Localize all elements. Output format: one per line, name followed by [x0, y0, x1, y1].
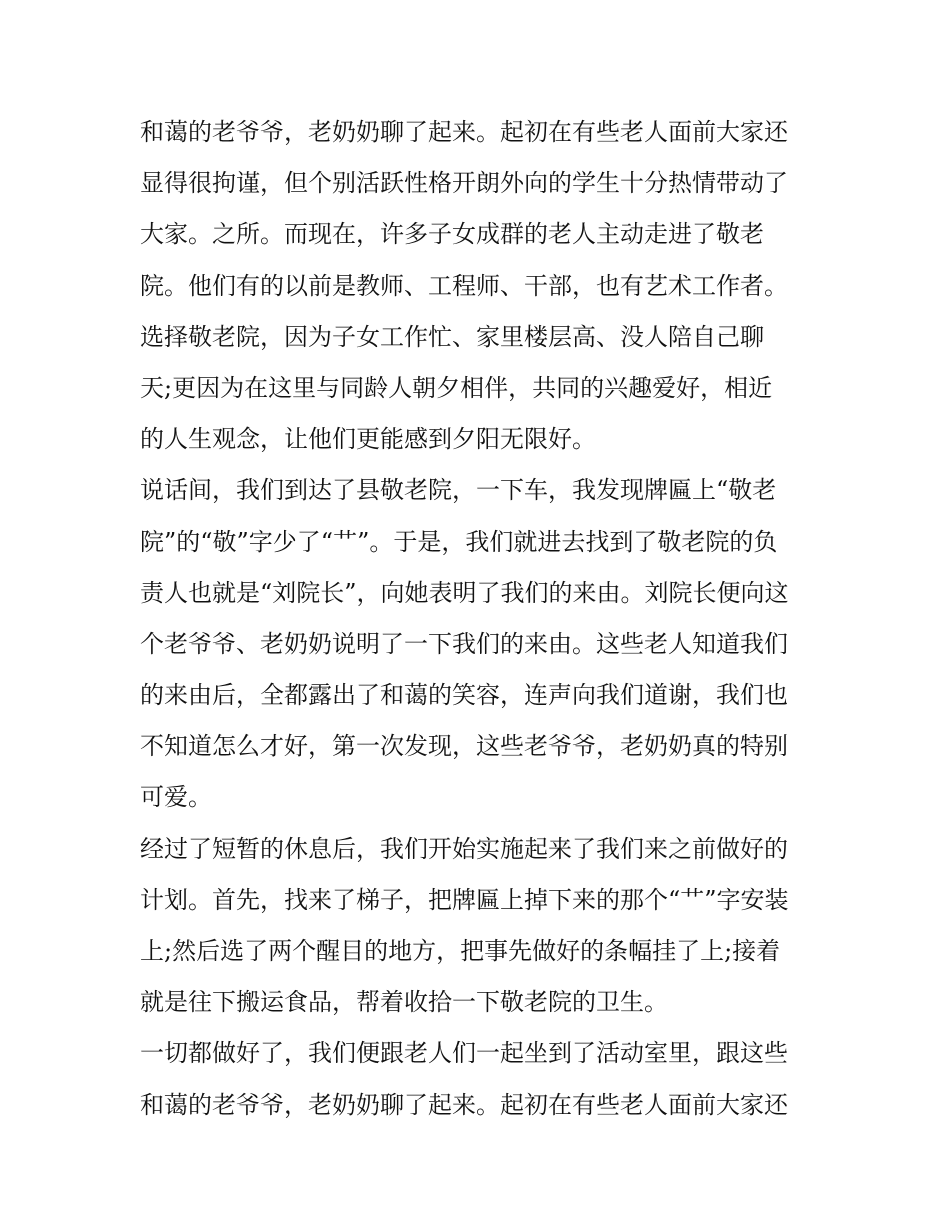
text-line: 院”的“敬”字少了“艹”。于是，我们就进去找到了敬老院的负 — [140, 527, 778, 556]
text-line: 可爱。 — [140, 783, 212, 812]
text-line: 说话间，我们到达了县敬老院，一下车，我发现牌匾上“敬老 — [140, 476, 777, 505]
text-line: 选择敬老院，因为子女工作忙、家里楼层高、没人陪自己聊 — [140, 322, 764, 351]
text-line: 院。他们有的以前是教师、工程师、干部，也有艺术工作者。 — [140, 271, 788, 300]
text-line: 个老爷爷、老奶奶说明了一下我们的来由。这些老人知道我们 — [140, 629, 788, 658]
body-text — [140, 107, 815, 1131]
text-line: 和蔼的老爷爷，老奶奶聊了起来。起初在有些老人面前大家还 — [140, 1090, 788, 1119]
text-line: 和蔼的老爷爷，老奶奶聊了起来。起初在有些老人面前大家还 — [140, 118, 788, 146]
text-line: 的人生观念，让他们更能感到夕阳无限好。 — [140, 425, 596, 454]
text-line: 责人也就是“刘院长”，向她表明了我们的来由。刘院长便向这 — [140, 578, 789, 607]
paragraph-2 — [140, 465, 815, 823]
text-line: 大家。之所。而现在，许多子女成群的老人主动走进了敬老 — [140, 220, 764, 249]
text-line: 一切都做好了，我们便跟老人们一起坐到了活动室里，跟这些 — [140, 1039, 788, 1068]
paragraph-3 — [140, 824, 815, 1029]
paragraph-1 — [140, 107, 815, 465]
text-line: 就是往下搬运食品，帮着收拾一下敬老院的卫生。 — [140, 988, 668, 1017]
paragraph-4 — [140, 1028, 815, 1130]
text-line: 经过了短暂的休息后，我们开始实施起来了我们来之前做好的 — [140, 834, 788, 863]
text-line: 不知道怎么才好，第一次发现，这些老爷爷，老奶奶真的特别 — [140, 732, 788, 761]
text-line: 上;然后选了两个醒目的地方，把事先做好的条幅挂了上;接着 — [140, 937, 781, 965]
text-line: 的来由后，全都露出了和蔼的笑容，连声向我们道谢，我们也 — [140, 681, 788, 710]
text-line: 显得很拘谨，但个别活跃性格开朗外向的学生十分热情带动了 — [140, 169, 788, 198]
text-line: 天;更因为在这里与同龄人朝夕相伴，共同的兴趣爱好，相近 — [140, 373, 773, 402]
text-line: 计划。首先，找来了梯子，把牌匾上掉下来的那个“艹”字安装 — [140, 885, 789, 914]
